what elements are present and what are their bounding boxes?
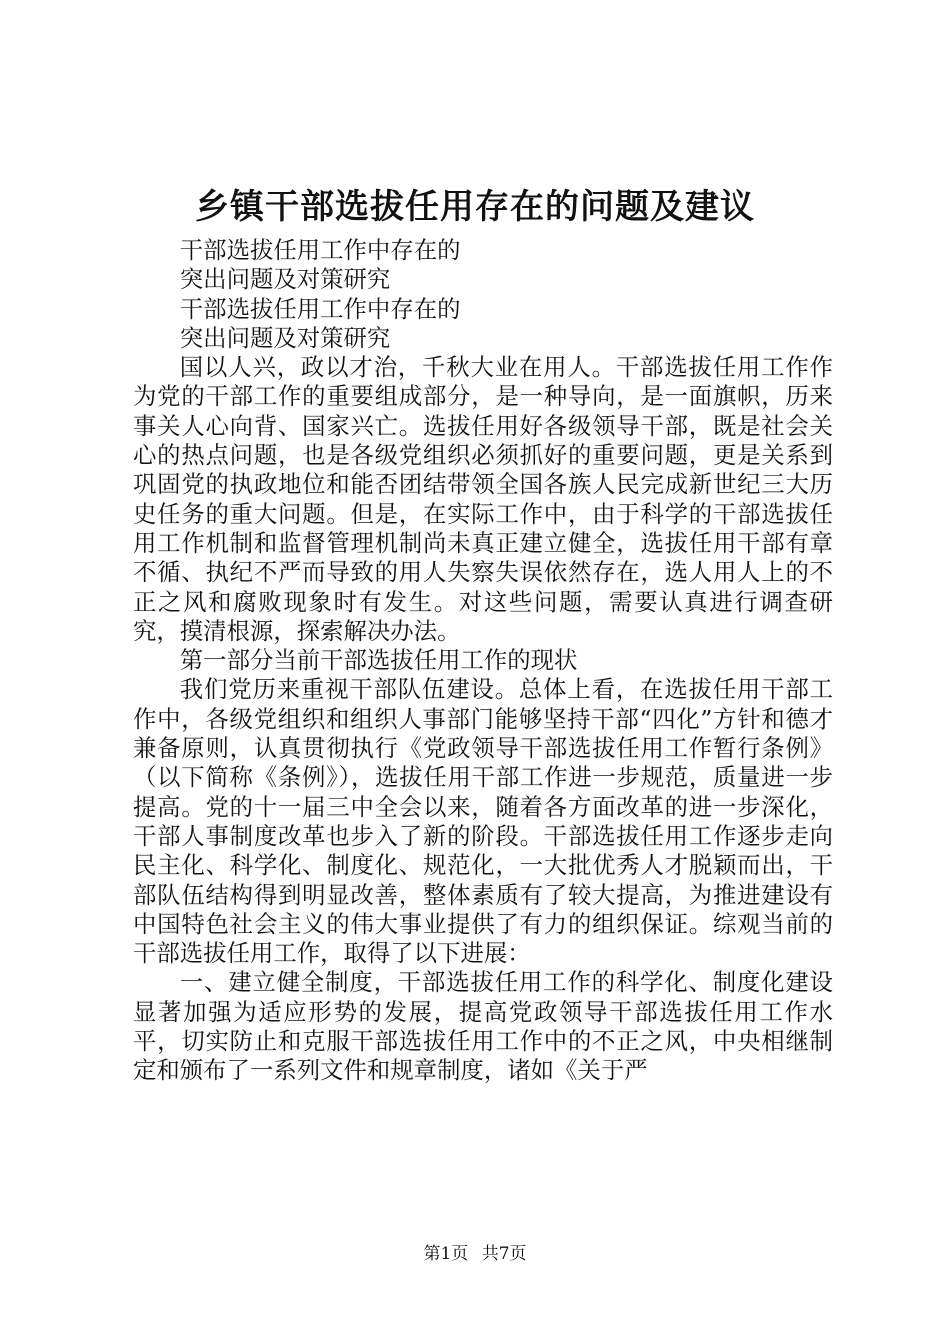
page-total: 共7页 <box>481 1244 527 1264</box>
body-paragraph: 我们党历来重视干部队伍建设。总体上看，在选拔任用干部工作中，各级党组织和组织人事部门能够坚持干部“四化”方针和德才兼备原则，认真贯彻执行《党政领导干部选拔任用工作暂行条例》（以下简称《条例》），选拔任用干部工作进一步规范，质量进一步提高。党的十一届三中全会以来，随着各方面改革的进一步深化，干部人事制度改革也步入了新的阶段。干部选拔任用工作逐步走向民主化、科学化、制度化、规范化，一大批优秀人才脱颖而出，干部队伍结构得到明显改善，整体素质有了较大提高，为推进建设有中国特色社会主义的伟大事业提供了有力的组织保证。综观当前的干部选拔任用工作，取得了以下进展： <box>133 675 833 968</box>
page-number: 第1页 <box>423 1244 469 1264</box>
body-paragraph: 突出问题及对策研究 <box>179 323 391 352</box>
body-paragraph: 干部选拔任用工作中存在的 <box>179 294 461 323</box>
body-paragraph: 干部选拔任用工作中存在的 <box>179 236 461 264</box>
document-title: 乡镇干部选拔任用存在的问题及建议 <box>195 187 755 227</box>
document-body <box>133 236 833 1086</box>
page-footer <box>0 1242 950 1266</box>
body-paragraph: 突出问题及对策研究 <box>179 265 391 294</box>
body-paragraph: 国以人兴，政以才治，千秋大业在用人。干部选拔任用工作作为党的干部工作的重要组成部分，是一种导向，是一面旗帜，历来事关人心向背、国家兴亡。选拔任用好各级领导干部，既是社会关心的热点问题，也是各级党组织必须抓好的重要问题，更是关系到巩固党的执政地位和能否团结带领全国各族人民完成新世纪三大历史任务的重大问题。但是，在实际工作中，由于科学的干部选拔任用工作机制和监督管理机制尚未真正建立健全，选拔任用干部有章不循、执纪不严而导致的用人失察失误依然存在，选人用人上的不正之风和腐败现象时有发生。对这些问题，需要认真进行调查研究，摸清根源，探索解决办法。 <box>133 353 833 645</box>
body-paragraph: 一、建立健全制度，干部选拔任用工作的科学化、制度化建设显著加强为适应形势的发展，提高党政领导干部选拔任用工作水平，切实防止和克服干部选拔任用工作中的不正之风，中央相继制定和颁布了一系列文件和规章制度，诸如《关于严 <box>133 968 833 1085</box>
section-heading: 第一部分当前干部选拔任用工作的现状 <box>179 646 578 675</box>
